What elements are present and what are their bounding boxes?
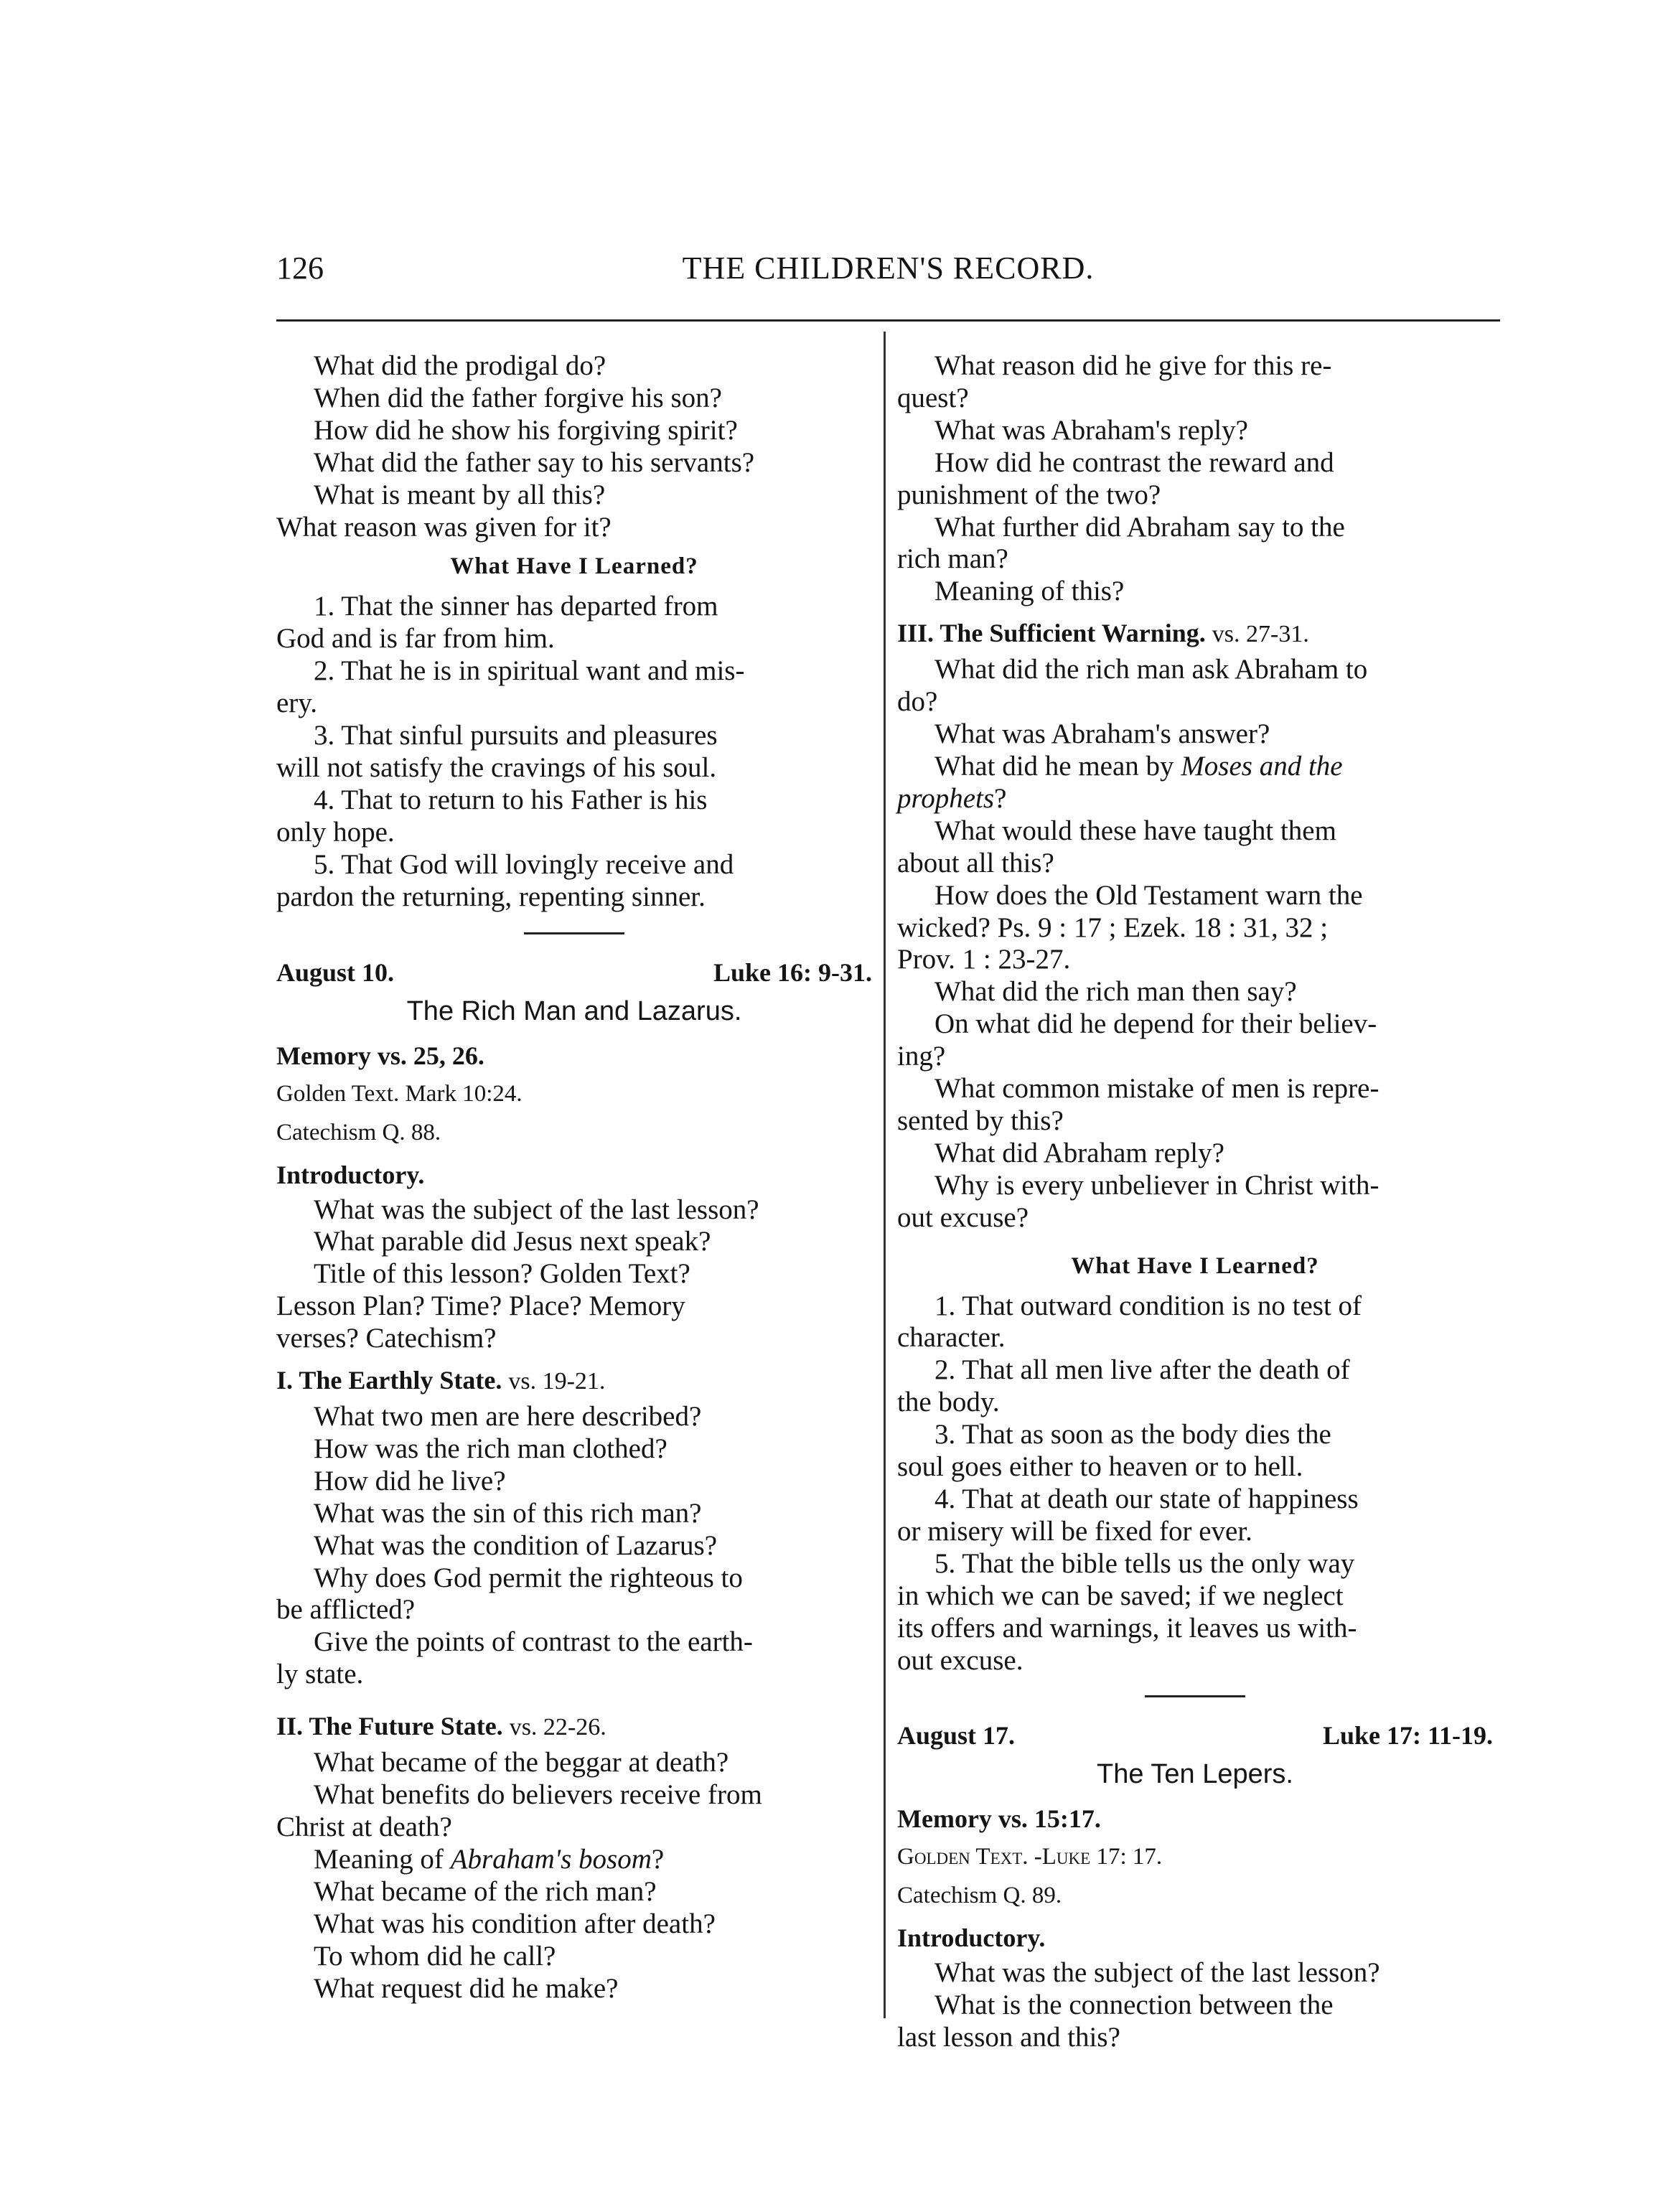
question-line: punishment of the two? <box>897 479 1161 510</box>
question-line: What reason was given for it? <box>276 511 612 543</box>
question-line: Give the points of contrast to the earth- <box>314 1626 753 1658</box>
question-line: What was his condition after death? <box>314 1908 716 1939</box>
question-line: verses? Catechism? <box>276 1323 497 1354</box>
introductory-heading: Introductory. <box>276 1160 425 1189</box>
question-line: What would these have taught them <box>934 815 1336 846</box>
catechism: Catechism Q. 88. <box>276 1119 441 1145</box>
question-line: What two men are here described? <box>314 1401 702 1433</box>
golden-text: Golden Text. Mark 10:24. <box>276 1080 523 1107</box>
running-title: THE CHILDREN'S RECORD. <box>682 250 1095 286</box>
learned-item-cont: or misery will be fixed for ever. <box>897 1515 1252 1547</box>
question-line <box>897 751 1493 783</box>
question-line: quest? <box>897 382 969 413</box>
question-line: When did the father forgive his son? <box>314 382 722 413</box>
learned-item: 1. That outward condition is no test of <box>934 1290 1362 1321</box>
learned-item: 2. That all men live after the death of <box>934 1354 1350 1386</box>
learned-item-cont: soul goes either to heaven or to hell. <box>897 1451 1303 1483</box>
question-line: Prov. 1 : 23-27. <box>897 944 1071 975</box>
question-line: Why does God permit the righteous to <box>314 1562 743 1593</box>
learned-list <box>276 591 872 913</box>
question-line <box>276 1844 872 1876</box>
question-line: What is the connection between the <box>934 1990 1334 2021</box>
question-line: What parable did Jesus next speak? <box>314 1226 711 1257</box>
learned-item: 4. That to return to his Father is his <box>314 784 708 815</box>
question-line: ly state. <box>276 1659 364 1690</box>
question-line: What common mistake of men is repre- <box>934 1073 1379 1105</box>
learned-item-cont: its offers and warnings, it leaves us with- <box>897 1612 1357 1644</box>
question-line: What further did Abraham say to the <box>934 511 1345 543</box>
q-italic: Moses and the <box>1181 750 1343 782</box>
learned-item-cont: pardon the returning, repenting sinner. <box>276 881 706 912</box>
section-ref: vs. 19-21. <box>508 1368 606 1395</box>
question-line: Christ at death? <box>276 1812 452 1842</box>
question-line: On what did he depend for their believ- <box>934 1008 1377 1040</box>
question-line: last lesson and this? <box>897 2022 1120 2053</box>
question-line: What was Abraham's reply? <box>934 414 1248 446</box>
continued-questions <box>897 350 1493 608</box>
introductory-heading: Introductory. <box>897 1923 1046 1953</box>
learned-item-cont: character. <box>897 1322 1006 1354</box>
section-title: III. The Sufficient Warning. <box>897 619 1206 648</box>
section-questions <box>276 1747 872 2005</box>
question-line: Why is every unbeliever in Christ with- <box>934 1169 1379 1201</box>
lesson-header <box>897 1719 1493 1752</box>
learned-heading: What Have I Learned? <box>450 553 698 580</box>
meaning-suffix: ? <box>651 1843 665 1875</box>
question-line: How did he show his forgiving spirit? <box>314 414 738 446</box>
learned-item: 5. That the bible tells us the only way <box>934 1547 1355 1579</box>
question-line: rich man? <box>897 543 1008 575</box>
question-line: What did Abraham reply? <box>934 1137 1224 1168</box>
section-heading <box>276 1364 872 1398</box>
section-questions <box>897 654 1493 1234</box>
learned-item-cont: ery. <box>276 688 318 719</box>
learned-item-cont: the body. <box>897 1387 1000 1418</box>
question-line: about all this? <box>897 847 1054 878</box>
learned-item-cont: God and is far from him. <box>276 623 555 655</box>
question-line: What is meant by all this? <box>314 479 606 510</box>
introductory-questions <box>276 1194 872 1356</box>
learned-item: 4. That at death our state of happiness <box>934 1484 1359 1514</box>
question-line: do? <box>897 686 938 718</box>
question-line: ing? <box>897 1041 946 1072</box>
question-line: How did he contrast the reward and <box>934 446 1334 478</box>
question-line <box>897 783 1493 815</box>
question-line: What was the subject of the last lesson? <box>934 1957 1380 1989</box>
learned-item: 2. That he is in spiritual want and mis- <box>314 655 745 687</box>
question-line: How was the rich man clothed? <box>314 1433 667 1464</box>
left-column <box>276 350 872 2023</box>
q-italic: prophets <box>897 782 995 814</box>
section-title: II. The Future State. <box>276 1712 503 1741</box>
question-line: What reason did he give for this re- <box>934 350 1332 381</box>
learned-heading: What Have I Learned? <box>1071 1252 1319 1279</box>
learned-item: 5. That God will lovingly receive and <box>314 848 734 880</box>
memory-verses: Memory vs. 25, 26. <box>276 1041 484 1070</box>
learned-item-cont: in which we can be saved; if we neglect <box>897 1580 1344 1611</box>
question-line: out excuse? <box>897 1201 1029 1233</box>
learned-item-cont: only hope. <box>276 816 395 848</box>
meaning-italic: Abraham's bosom <box>450 1843 652 1875</box>
section-ref: vs. 27-31. <box>1212 621 1309 648</box>
learned-item: 1. That the sinner has departed from <box>314 591 718 622</box>
lesson-date: August 17. <box>897 1721 1016 1751</box>
question-line: How does the Old Testament warn the <box>934 879 1363 911</box>
section-title: I. The Earthly State. <box>276 1366 502 1395</box>
question-line: How did he live? <box>314 1465 506 1496</box>
memory-verses: Memory vs. 15:17. <box>897 1804 1101 1834</box>
lesson-separator <box>1145 1695 1245 1697</box>
lesson-reference: Luke 17: 11-19. <box>1322 1721 1493 1751</box>
question-line: be afflicted? <box>276 1594 416 1626</box>
section-questions <box>276 1401 872 1691</box>
lesson-title: The Ten Lepers. <box>1097 1759 1293 1790</box>
question-line: Lesson Plan? Time? Place? Memory <box>276 1290 685 1322</box>
question-line: What benefits do believers receive from <box>314 1779 762 1811</box>
right-column <box>897 350 1493 2053</box>
question-line: What request did he make? <box>314 1972 619 2004</box>
section-ref: vs. 22-26. <box>509 1714 606 1741</box>
introductory-questions <box>897 1957 1493 2054</box>
learned-item-cont: out excuse. <box>897 1644 1023 1676</box>
catechism: Catechism Q. 89. <box>897 1883 1062 1909</box>
question-line: What was the subject of the last lesson? <box>314 1194 759 1225</box>
meaning-prefix: Meaning of <box>314 1843 444 1875</box>
lesson-separator <box>524 932 624 934</box>
question-line: What was the condition of Lazarus? <box>314 1529 718 1561</box>
learned-item-cont: will not satisfy the cravings of his soul. <box>276 751 717 783</box>
column-divider <box>884 332 886 2018</box>
question-line: Title of this lesson? Golden Text? <box>314 1258 690 1290</box>
section-heading <box>276 1710 872 1744</box>
section-heading <box>897 617 1493 651</box>
learned-item: 3. That as soon as the body dies the <box>934 1419 1331 1451</box>
question-line: sented by this? <box>897 1105 1064 1136</box>
question-line: What became of the rich man? <box>314 1875 657 1907</box>
golden-text: Golden Text. -Luke 17: 17. <box>897 1844 1163 1870</box>
lesson-title: The Rich Man and Lazarus. <box>406 995 742 1026</box>
question-line: Meaning of this? <box>934 576 1125 607</box>
question-line: What became of the beggar at death? <box>314 1747 729 1778</box>
lesson-reference: Luke 16: 9-31. <box>713 957 872 987</box>
question-line: What did the rich man then say? <box>934 976 1297 1008</box>
question-line: To whom did he call? <box>314 1940 556 1972</box>
lesson-header <box>276 956 872 989</box>
question-line: wicked? Ps. 9 : 17 ; Ezek. 18 : 31, 32 ; <box>897 911 1329 943</box>
question-line: What did the father say to his servants? <box>314 446 755 478</box>
question-line: What did the rich man ask Abraham to <box>934 654 1368 685</box>
q-suffix: ? <box>994 782 1007 814</box>
question-line: What was the sin of this rich man? <box>314 1497 702 1529</box>
lesson-date: August 10. <box>276 957 395 987</box>
learned-item: 3. That sinful pursuits and pleasures <box>314 720 718 751</box>
prodigal-questions <box>276 350 872 543</box>
header-rule <box>276 319 1500 322</box>
question-line: What was Abraham's answer? <box>934 718 1270 750</box>
q-prefix: What did he mean by <box>934 750 1174 782</box>
page-number: 126 <box>276 250 324 286</box>
learned-list <box>897 1290 1493 1677</box>
question-line: What did the prodigal do? <box>314 350 606 381</box>
page-header <box>276 250 1500 300</box>
